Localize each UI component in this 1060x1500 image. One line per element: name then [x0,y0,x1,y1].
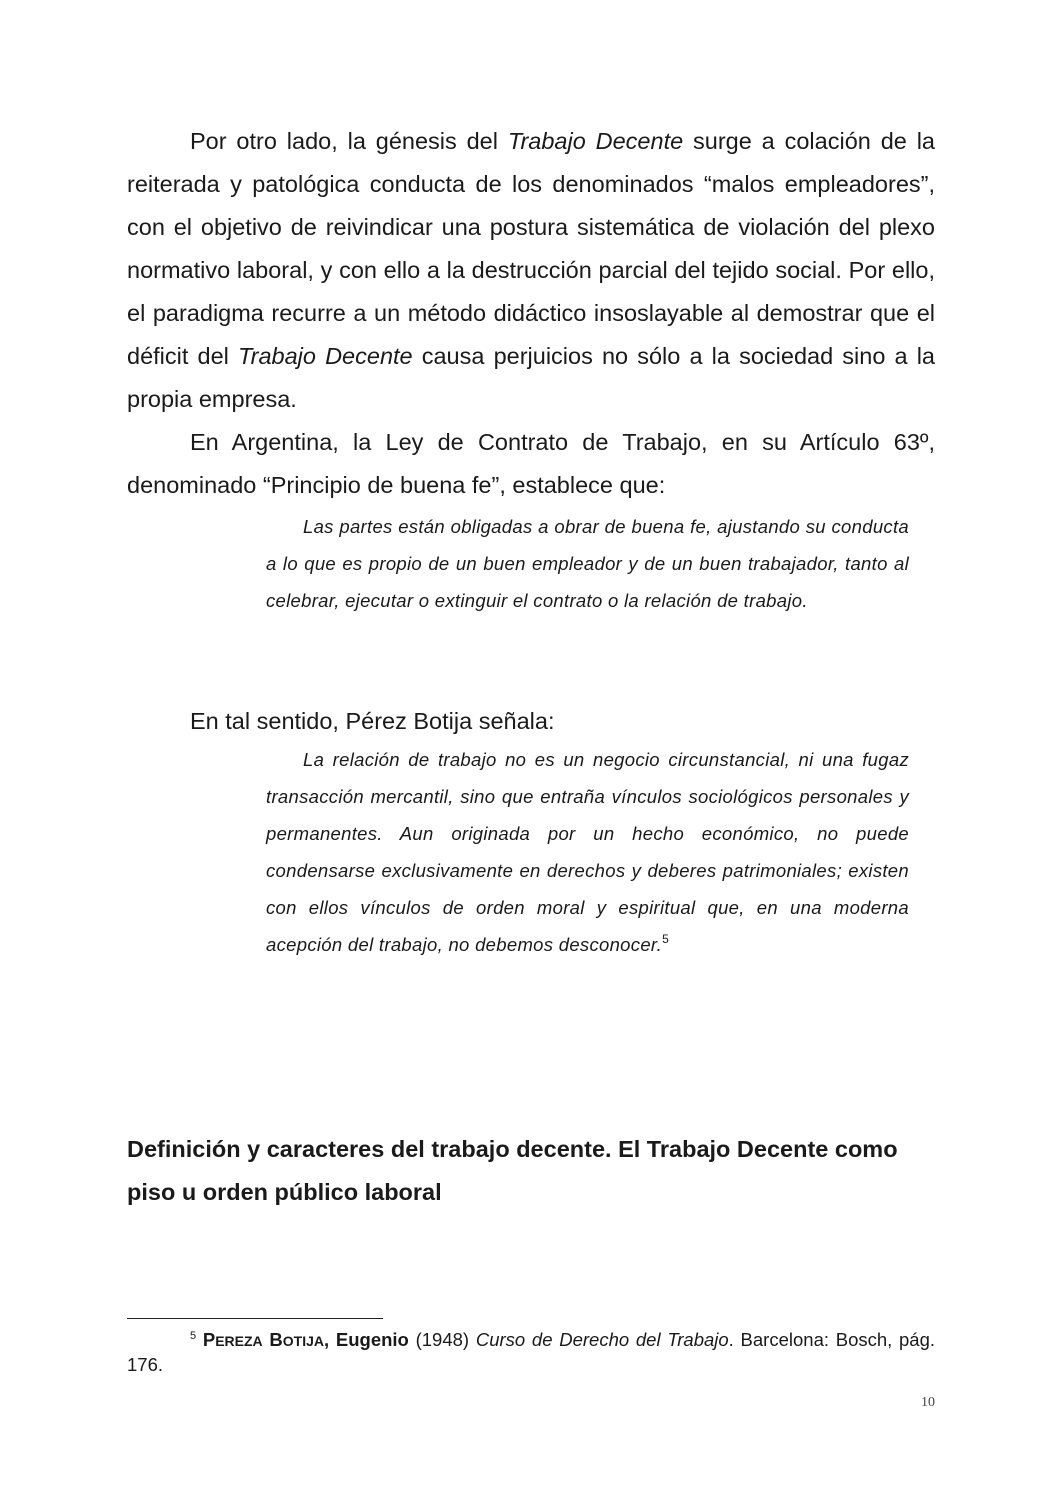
footnote-reference[interactable]: 5 [662,932,670,946]
block-quote-articulo-63: Las partes están obligadas a obrar de buena fe, ajustando su conducta a lo que es propio de un buen empleador y de un buen trabajador, tanto al celebrar, ejecutar o extinguir el contrato o la relación de trabajo. [266,516,909,611]
footnote-book-title: Curso de Derecho del Trabajo [475,1329,729,1350]
footnote-author: PEREZA BOTIJA, Eugenio [202,1329,409,1350]
footnote [127,1328,935,1376]
footnote-publisher: . Barcelona: Bosch, pág. 176. [127,1329,936,1375]
paragraph-perez-botija: En tal sentido, Pérez Botija señala: [190,708,555,734]
section-heading: Definición y caracteres del trabajo decente. El Trabajo Decente como piso u orden público laboral [127,1136,898,1205]
paragraph-text: causa perjuicios no sólo a la sociedad sino a la propia empresa. [127,343,935,412]
page-number: 10 [921,1395,935,1410]
paragraph-genesis-trabajo-decente [127,120,935,421]
paragraph-text: Por otro lado, la génesis del [190,128,508,154]
footnote-number: 5 [190,1330,197,1342]
paragraph-text: surge a colación de la reiterada y patológica conducta de los denominados “malos empleadores”, con el objetivo de reivindicar una postura sistemática de violación del plexo normativo laboral, y con ello a la destrucción parcial del tejido social. Por ello, el paradigma recurre a un método didáctico insoslayable al demostrar que el déficit del [127,128,935,369]
paragraph-ley-contrato-trabajo: En Argentina, la Ley de Contrato de Trabajo, en su Artículo 63º, denominado “Principio de buena fe”, establece que: [127,429,935,498]
italic-term: Trabajo Decente [507,128,684,154]
italic-term: Trabajo Decente [238,343,413,369]
quote-text: La relación de trabajo no es un negocio circunstancial, ni una fugaz transacción mercantil, sino que entraña vínculos sociológicos personales y permanentes. Aun originada por un hecho económico, no puede condensarse exclusivamente en derechos y deberes patrimoniales; existen con ellos vínculos de orden moral y espiritual que, en una moderna acepción del trabajo, no debemos desconocer. [266,749,909,955]
footnote-separator [127,1318,383,1319]
footnote-year: (1948) [408,1329,476,1350]
block-quote-perez-botija [266,741,909,963]
